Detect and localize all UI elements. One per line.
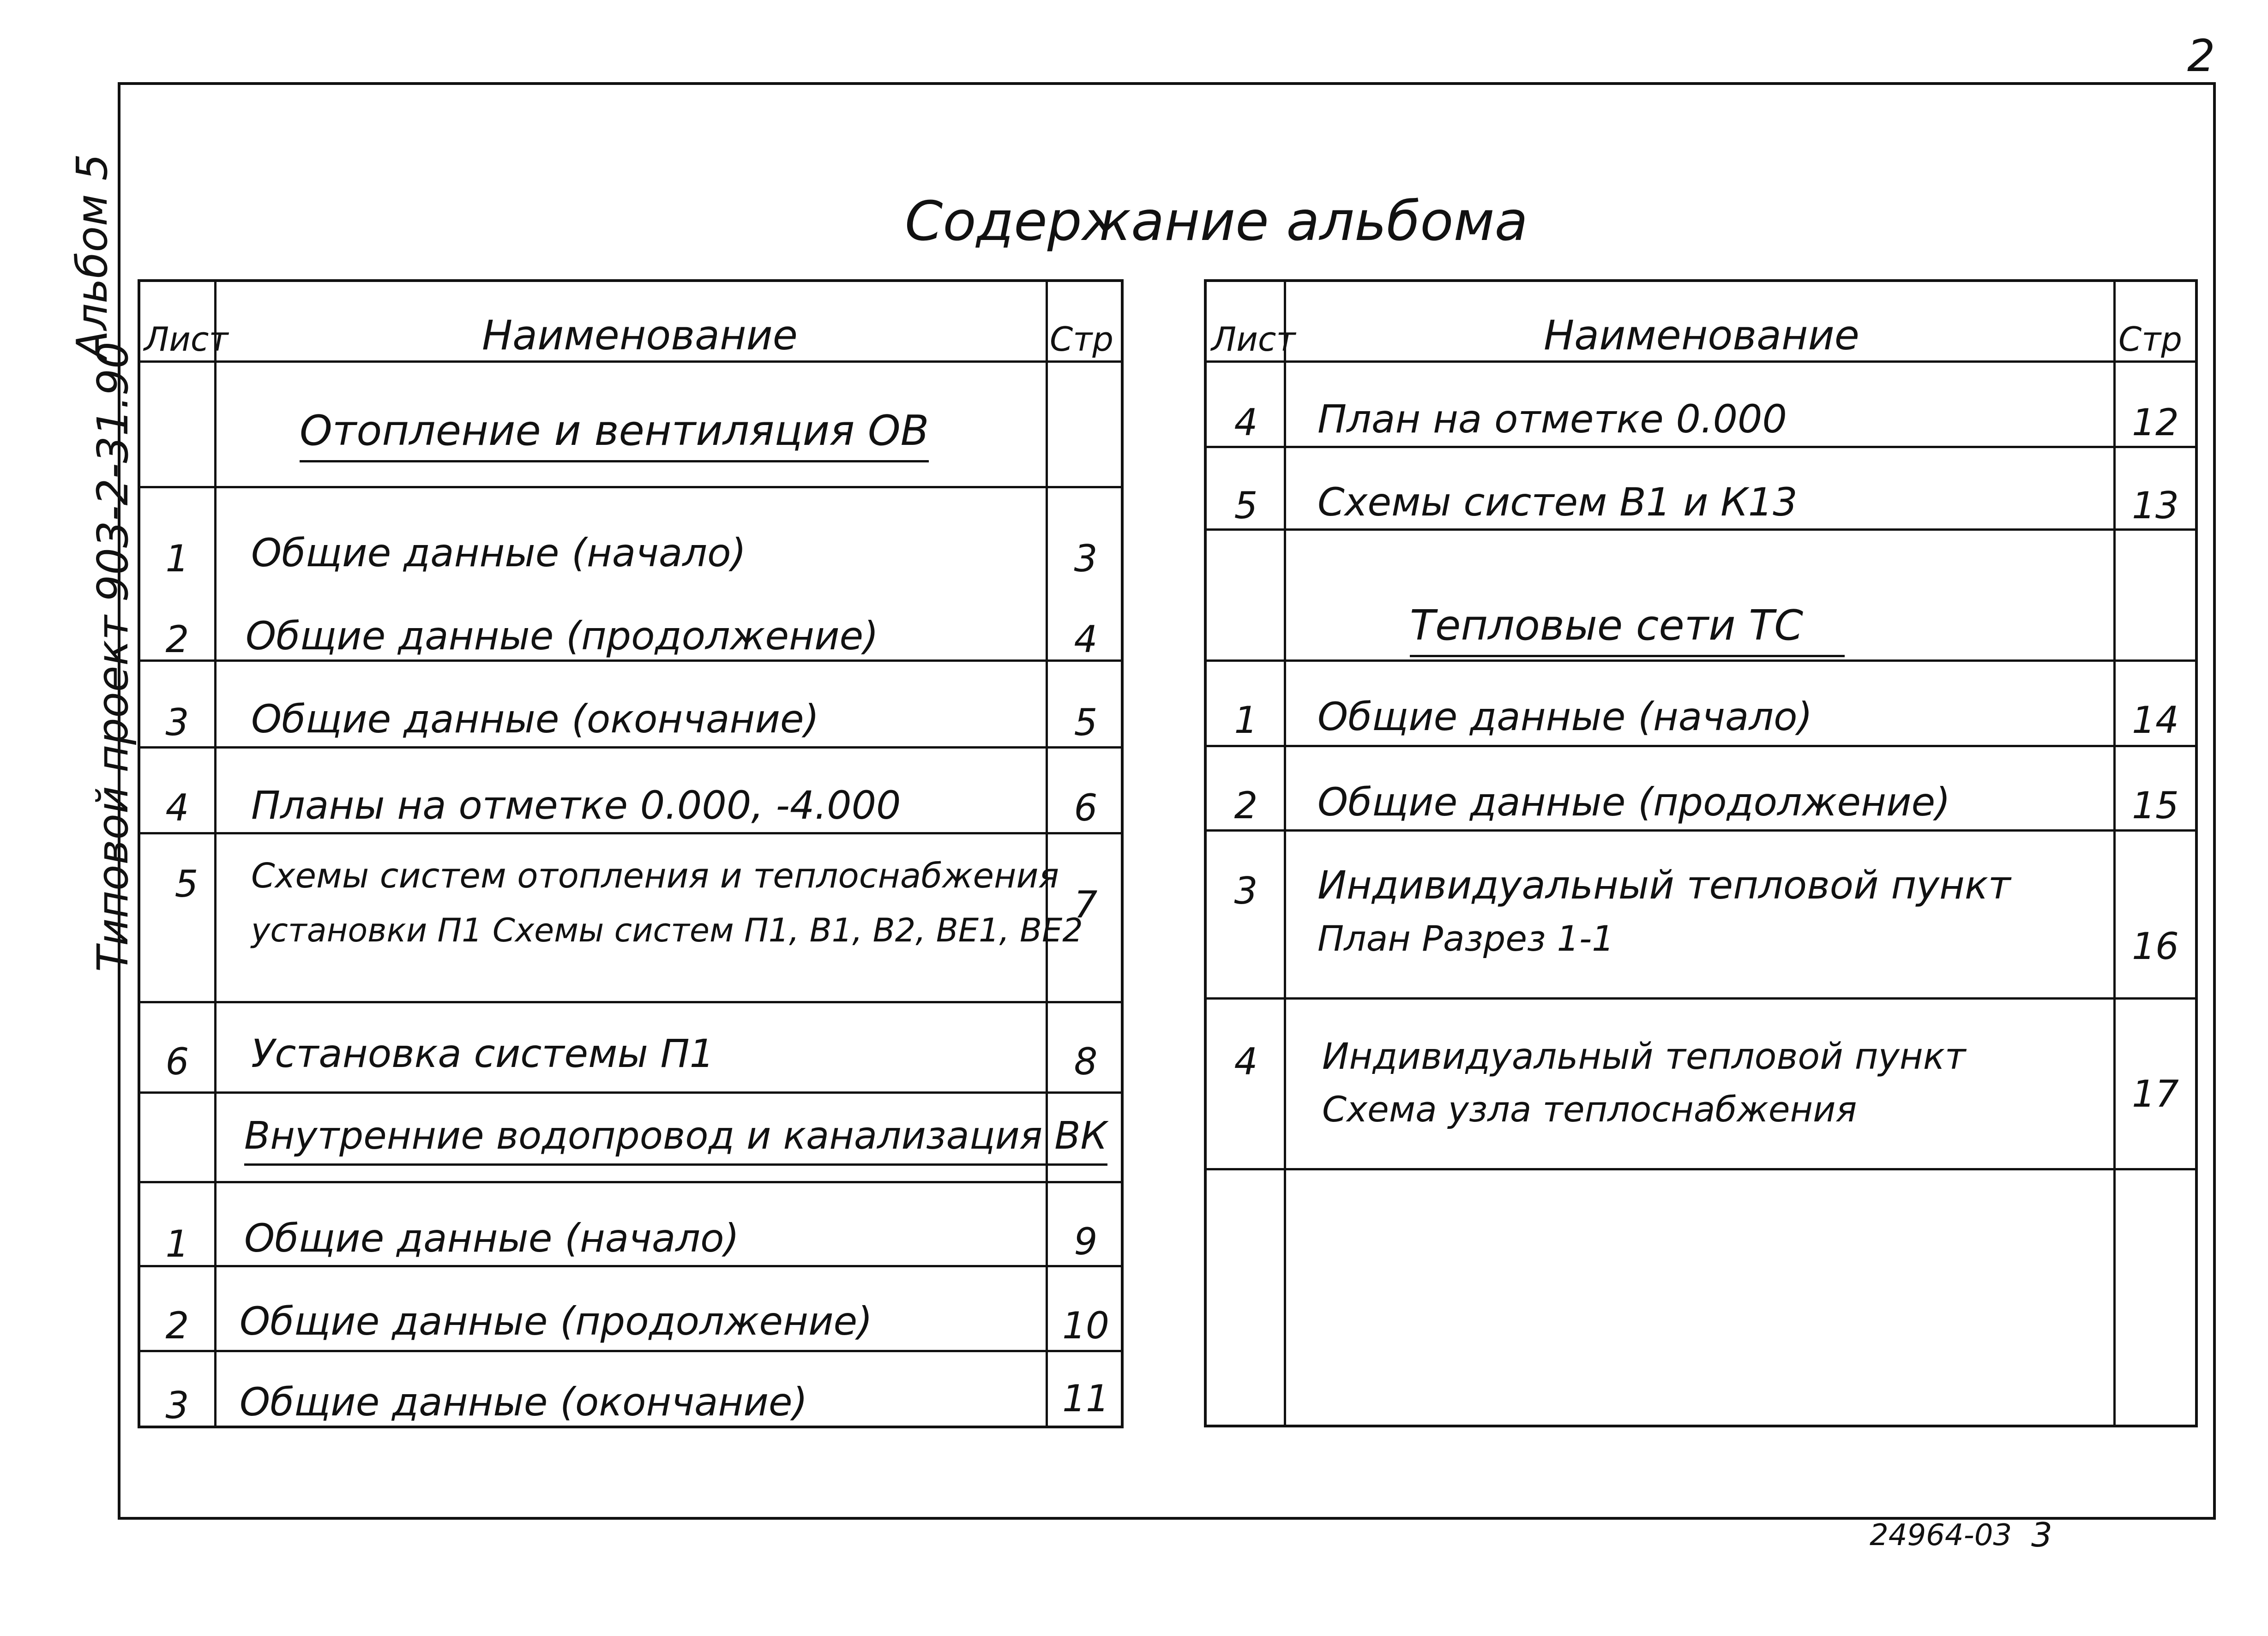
table-row-sheet: 3 (1234, 869, 1258, 912)
table-row-name: Общие данные (начало) (1317, 694, 1813, 739)
table-row-name: Планы на отметке 0.000, -4.000 (251, 783, 901, 828)
table-row-name: Общие данные (продолжение) (246, 613, 878, 659)
section-heading-ov: Отопление и вентиляция ОВ (300, 410, 929, 462)
table-row-name: Установка системы П1 (251, 1031, 715, 1076)
table-row-page: 4 (1074, 618, 1098, 661)
table-row-page: 15 (2132, 784, 2179, 827)
table-row-page: 7 (1074, 883, 1098, 926)
table-row-sheet: 3 (165, 1384, 189, 1427)
table-row-sheet: 4 (1234, 401, 1258, 444)
table-row-sheet: 6 (165, 1040, 189, 1083)
table-row-page: 16 (2132, 925, 2179, 968)
table-row-name: Общие данные (начало) (251, 530, 746, 575)
table-row-page: 14 (2132, 699, 2179, 742)
table-row-name: Индивидуальный тепловой пункт (1317, 863, 2011, 908)
table-row-page: 12 (2132, 401, 2179, 444)
table-row-name: Общие данные (продолжение) (1317, 779, 1950, 825)
table-row-sheet: 4 (165, 786, 189, 829)
table-row-name: Общие данные (окончание) (240, 1379, 808, 1425)
table-row-sheet: 1 (1234, 699, 1258, 742)
table-row-name: Схема узла теплоснабжения (1322, 1089, 1857, 1130)
right-header-sheet: Лист (1211, 320, 1296, 359)
table-row-page: 8 (1074, 1040, 1098, 1083)
table-row-sheet: 2 (165, 1304, 189, 1347)
table-row-page: 5 (1074, 701, 1098, 744)
right-header-page: Стр (2118, 320, 2182, 359)
table-row-sheet: 2 (1234, 784, 1258, 827)
table-row-sheet: 3 (165, 701, 189, 744)
table-row-page: 9 (1074, 1220, 1098, 1263)
table-row-sheet: 5 (1234, 484, 1258, 527)
left-header-page: Стр (1050, 320, 1113, 359)
table-row-sheet: 1 (165, 537, 189, 580)
table-row-page: 17 (2132, 1073, 2179, 1115)
page-title: Содержание альбома (905, 189, 1528, 253)
table-row-sheet: 5 (174, 863, 199, 905)
table-row-name: План на отметке 0.000 (1317, 396, 1787, 442)
table-row-name: Общие данные (начало) (244, 1216, 740, 1261)
section-heading-ts: Тепловые сети ТС (1410, 605, 1845, 657)
side-album-label: Альбом 5 (67, 153, 117, 360)
table-row-sheet: 4 (1234, 1040, 1258, 1083)
table-row-page: 3 (1074, 537, 1098, 580)
table-row-name: Общие данные (продолжение) (240, 1299, 872, 1344)
side-project-label: Типовой проект 903-2-31.90 (88, 342, 138, 972)
table-row-page: 6 (1074, 786, 1098, 829)
left-header-sheet: Лист (144, 320, 229, 359)
table-row-page: 10 (1062, 1304, 1109, 1347)
table-row-page: 13 (2132, 484, 2179, 527)
table-row-name: Индивидуальный тепловой пункт (1322, 1036, 1966, 1078)
table-row-name: Схемы систем отопления и теплоснабжения (251, 856, 1059, 896)
table-row-name: Общие данные (окончание) (251, 696, 819, 742)
right-contents-table (1204, 279, 2198, 1427)
table-row-name: Схемы систем В1 и К13 (1317, 479, 1798, 525)
stamp-number: 24964-03 (1870, 1518, 2012, 1552)
table-row-sheet: 1 (165, 1223, 189, 1265)
table-row-name: установки П1 Схемы систем П1, В1, В2, ВЕ1, ВЕ2 (251, 911, 1083, 949)
stamp-page: 3 (2031, 1516, 2052, 1554)
section-heading-vk: Внутренние водопровод и канализация ВК (244, 1117, 1107, 1166)
table-row-sheet: 2 (165, 618, 189, 661)
left-contents-table (138, 279, 1124, 1428)
left-header-name: Наименование (482, 312, 798, 359)
page-number: 2 (2187, 31, 2215, 82)
table-row-name: План Разрез 1-1 (1317, 918, 1614, 959)
right-header-name: Наименование (1544, 312, 1859, 359)
table-row-page: 11 (1062, 1377, 1109, 1420)
